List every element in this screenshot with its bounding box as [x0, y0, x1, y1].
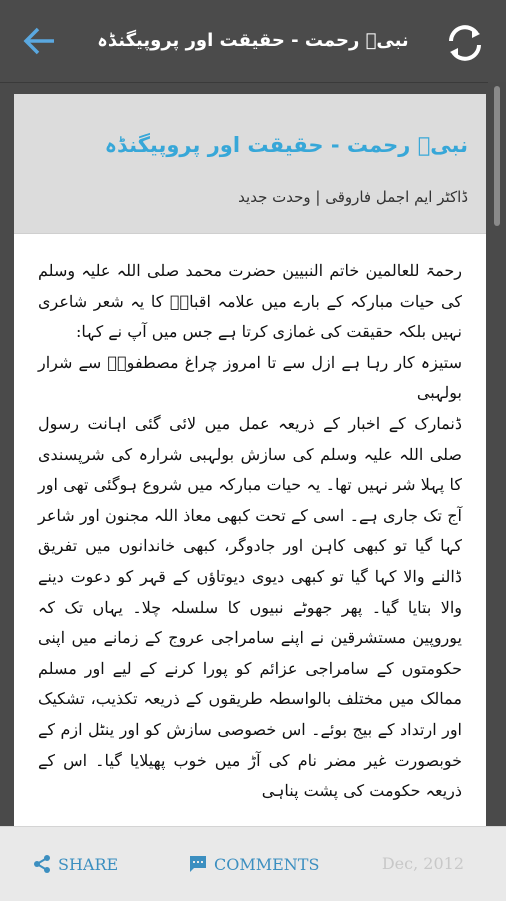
article-body — [14, 234, 486, 807]
comment-icon — [188, 854, 208, 874]
toolbar-title: نبیؐ رحمت - حقیقت اور پروپیگنڈہ — [97, 30, 409, 51]
refresh-icon — [442, 20, 488, 66]
arrow-back-icon — [22, 24, 62, 58]
share-icon — [32, 854, 52, 874]
article-paragraph: رحمۃ للعالمین خاتم النبیین حضرت محمد صلی اللہ علیہ وسلم کی حیات مبارکہ کے بارے میں علامہ اقبالؔ کا یہ شعر شاعری نہیں بلکہ حقیقت کی غمازی کرتا ہے جس میں آپ نے کہا: — [38, 261, 462, 342]
share-label: SHARE — [58, 854, 119, 874]
app-toolbar — [0, 0, 506, 83]
comments-label: COMMENTS — [214, 854, 320, 874]
scrollbar-thumb[interactable] — [494, 86, 500, 226]
article-header — [14, 94, 486, 234]
article-author-source: ڈاکٹر ایم اجمل فاروقی | وحدت جدید — [238, 188, 468, 206]
article-title: نبیؐ رحمت - حقیقت اور پروپیگنڈہ — [104, 133, 468, 157]
article-paragraph: ستیزہ کار رہا ہے ازل سے تا امروز چراغ مصطفویؐ سے شرار بولہبی — [38, 352, 462, 403]
article-card — [14, 94, 486, 834]
article-paragraph: ڈنمارک کے اخبار کے ذریعہ عمل میں لائی گئی اہانت رسول صلی اللہ علیہ وسلم کی سازش بولہبی شرارہ کی شرپسندی کا پہلا شر نہیں تھا۔ یہ حیات مبارکہ میں شروع ہوگئی تھی اور آج تک جاری ہے۔ اسی کے تحت کبھی معاذ اللہ مجنون اور شاعر کہا گیا تو کبھی کاہن اور جادوگر، کبھی خاندانوں میں تفریق ڈالنے والا کہا گیا تو کبھی دیوی دیوتاؤں کے قہر کو دعوت دینے والا بتایا گیا۔ پھر جھوٹے نبیوں کا سلسلہ چلا۔ یہاں تک کہ یوروپین مستشرقین نے اپنے سامراجی عروج کے زمانے میں اپنی حکومتوں کے سامراجی عزائم کو پورا کرنے کے لیے اور مسلم ممالک میں مختلف بالواسطہ طریقوں کے ذریعہ تکذیب، تشکیک اور ارتداد کے بیج بوئے۔ اس خصوصی سازش کو اور ینٹل ازم کے خوبصورت غیر مضر نام کی آڑ میں خوب پھیلایا گیا۔ اس کے ذریعہ حکومت کی پشت پناہی — [38, 413, 462, 801]
refresh-button[interactable] — [442, 20, 488, 66]
comments-button[interactable] — [188, 847, 319, 881]
article-date: Dec, 2012 — [381, 854, 464, 873]
back-button[interactable] — [22, 24, 62, 58]
share-button[interactable] — [32, 847, 118, 881]
article-actions-bar — [0, 826, 506, 901]
